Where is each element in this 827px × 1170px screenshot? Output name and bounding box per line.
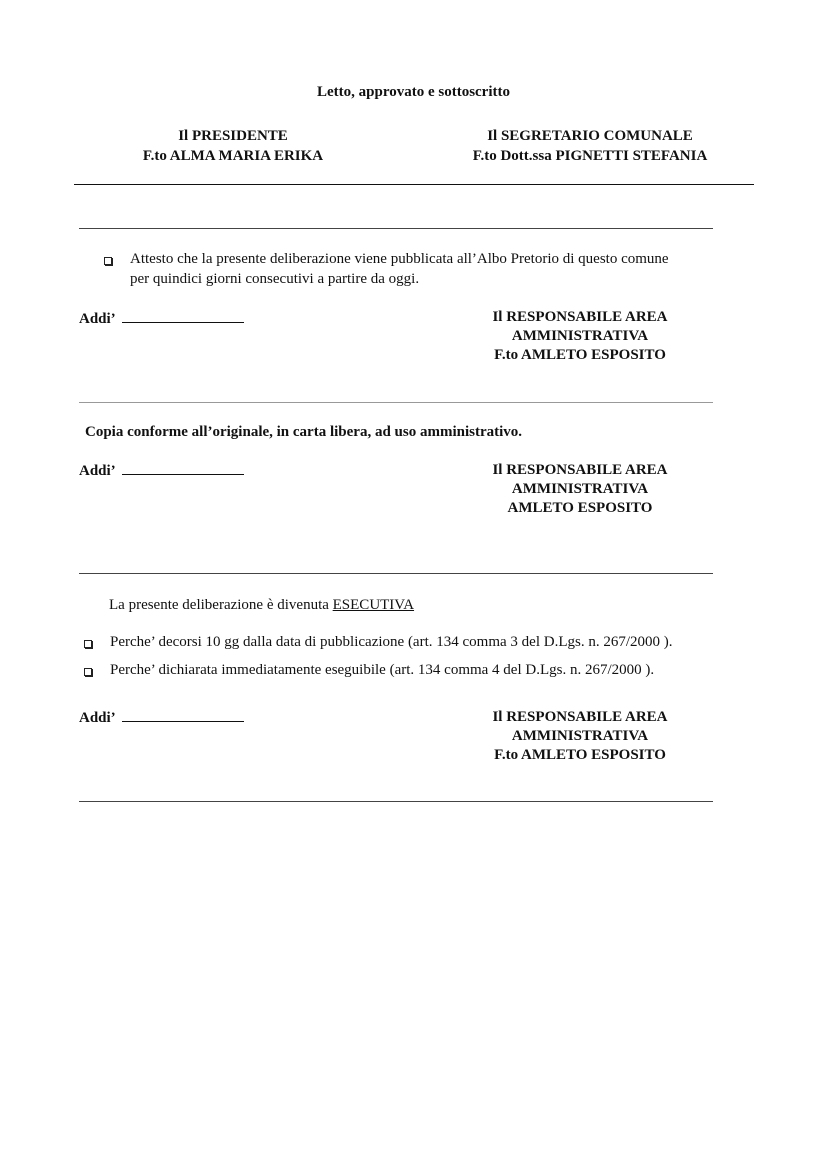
responsible-title: Il RESPONSABILE AREA: [492, 309, 668, 325]
section-divider: [79, 573, 713, 574]
addi-date-blank[interactable]: [122, 310, 244, 323]
attest-text-line2: per quindici giorni consecutivi a partire da oggi.: [130, 271, 420, 287]
addi-label: Addi’: [79, 311, 116, 327]
addi-label: Addi’: [79, 463, 116, 479]
page-title: Letto, approvato e sottoscritto: [316, 84, 510, 100]
addi-field[interactable]: [79, 462, 244, 480]
executive-intro: [109, 597, 414, 614]
president-title: Il PRESIDENTE: [178, 128, 288, 144]
addi-field[interactable]: [79, 709, 244, 727]
section-divider: [79, 228, 713, 229]
addi-field[interactable]: [79, 310, 244, 328]
responsible-area: AMMINISTRATIVA: [511, 481, 649, 497]
responsible-name: AMLETO ESPOSITO: [507, 500, 653, 516]
section-divider: [79, 402, 713, 403]
responsible-name: F.to AMLETO ESPOSITO: [494, 747, 666, 763]
option-checkbox[interactable]: [84, 668, 92, 676]
president-name: F.to ALMA MARIA ERIKA: [142, 148, 324, 164]
addi-label: Addi’: [79, 710, 116, 726]
responsible-name: F.to AMLETO ESPOSITO: [494, 347, 666, 363]
addi-date-blank[interactable]: [122, 462, 244, 475]
addi-date-blank[interactable]: [122, 709, 244, 722]
option-text-2: Perche’ dichiarata immediatamente eseguibile (art. 134 comma 4 del D.Lgs. n. 267/2000 ).: [110, 662, 655, 678]
secretary-name: F.to Dott.ssa PIGNETTI STEFANIA: [472, 148, 708, 164]
responsible-title: Il RESPONSABILE AREA: [492, 462, 668, 478]
executive-emphasis: ESECUTIVA: [332, 597, 415, 613]
attest-checkbox[interactable]: [104, 257, 112, 265]
section-divider: [79, 801, 713, 802]
responsible-title: Il RESPONSABILE AREA: [492, 709, 668, 725]
executive-intro-text: La presente deliberazione è divenuta: [109, 597, 329, 613]
secretary-title: Il SEGRETARIO COMUNALE: [487, 128, 693, 144]
option-checkbox[interactable]: [84, 640, 92, 648]
option-text-1: Perche’ decorsi 10 gg dalla data di pubblicazione (art. 134 comma 3 del D.Lgs. n. 267/2000 ).: [110, 634, 673, 650]
attest-text-line1: Attesto che la presente deliberazione viene pubblicata all’Albo Pretorio di questo comune: [130, 251, 669, 267]
header-divider: [74, 184, 754, 185]
responsible-area: AMMINISTRATIVA: [511, 728, 649, 744]
responsible-area: AMMINISTRATIVA: [511, 328, 649, 344]
copy-conformity-text: Copia conforme all’originale, in carta libera, ad uso amministrativo.: [85, 424, 523, 440]
